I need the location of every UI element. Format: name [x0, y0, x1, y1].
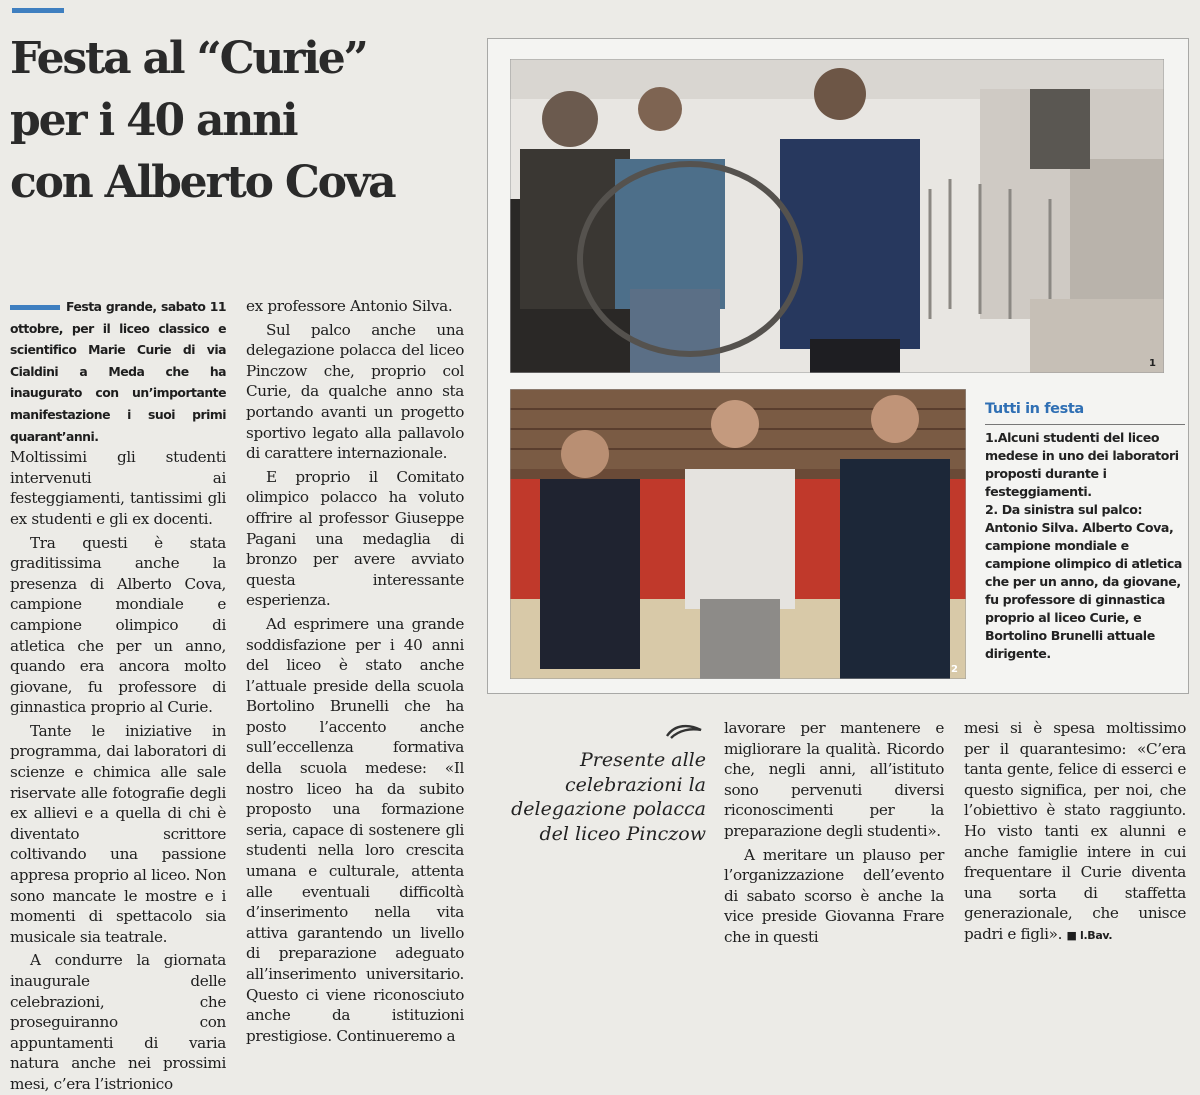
photo-caption [985, 400, 1185, 663]
lead-paragraph: Festa grande, sabato 11 ottobre, per il liceo classico e scientifico Marie Curie di via Cialdini a Meda che ha inaugurato con un’importante manifestazione i suoi primi quarant’anni. [10, 299, 226, 444]
article-column-1 [10, 296, 226, 1095]
article-column-4 [964, 718, 1186, 947]
caption-item-2: 2. Da sinistra sul palco: Antonio Silva. Alberto Cova, campione mondiale e campione olimpico di atletica che per un anno, da giovane, fu professore di ginnastica proprio al liceo Curie, e Bortolino Brunelli attuale dirigente. [985, 502, 1182, 661]
photo-1-number: 1 [1149, 358, 1156, 369]
paragraph: A meritare un plauso per l’organizzazione dell’evento di sabato scorso è anche la vice preside Giovanna Frare che in questi [724, 845, 944, 946]
paragraph: Ad esprimere una grande soddisfazione per i 40 anni del liceo è stato anche l’attuale preside della scuola Bortolino Brunelli che ha posto l’accento anche sull’eccellenza formativa della scuola medese: «Il nostro liceo ha da subito proposto una formazione seria, capace di sostenere gli studenti nella loro crescita umana e culturale, attenta alle eventuali difficoltà d’inserimento nella vita attiva garantendo un livello di preparazione adeguato all’inserimento universitario. Questo ci viene riconosciuto anche da istituzioni prestigiose. Continueremo a [246, 614, 464, 1045]
caption-divider [985, 424, 1185, 425]
author-signature: ■ l.Bav. [1066, 928, 1113, 942]
caption-item-1: 1.Alcuni studenti del liceo medese in uno dei laboratori proposti durante i festeggiamenti. [985, 430, 1179, 499]
paragraph: Tra questi è stata graditissima anche la presenza di Alberto Cova, campione mondiale e campione olimpico di atletica che per un anno, quando era ancora molto giovane, fu professore di ginnastica proprio al Curie. [10, 533, 226, 717]
paragraph: Tante le iniziative in programma, dai laboratori di scienze e chimica alle sale riservate alle fotografie degli ex allievi e a quella di chi è diventato scrittore coltivando una passione appresa proprio al liceo. Non sono mancate le mostre e i momenti di spettacolo sia musicale sia teatrale. [10, 721, 226, 946]
swirl-icon [665, 722, 703, 742]
headline-line-3: con Alberto Cova [10, 157, 395, 208]
photo-2-number: 2 [951, 664, 958, 675]
paragraph: Moltissimi gli studenti intervenuti ai festeggiamenti, tantissimi gli ex studenti e gli ex docenti. [10, 448, 226, 528]
paragraph-text: mesi si è spesa moltissimo per il quarantesimo: «C’era tanta gente, felice di esserci e questo significa, per noi, che l’obiettivo è stato raggiunto. Ho visto tanti ex alunni e anche famiglie intere in cui frequentare il Curie diventa una sorta di staffetta generazionale, che unisce padri e figli». [964, 719, 1186, 943]
headline [10, 28, 480, 214]
pull-quote: Presente alle celebrazioni la delegazione polacca del liceo Pinczow [511, 749, 706, 845]
paragraph: ex professore Antonio Silva. [246, 297, 453, 315]
caption-title: Tutti in festa [985, 401, 1084, 417]
article-column-2 [246, 296, 464, 1046]
lead-accent-bar [10, 305, 60, 310]
paragraph [964, 718, 1186, 947]
photo-1-image [510, 59, 1164, 373]
headline-line-1: Festa al “Curie” [10, 33, 367, 84]
paragraph: A condurre la giornata inaugurale delle celebrazioni, che proseguiranno con appuntamenti di varia natura anche nei prossimi mesi, c’era l’istrionico [10, 951, 226, 1093]
photo-stage-speakers [510, 389, 966, 679]
paragraph: E proprio il Comitato olimpico polacco ha voluto offrire al professor Giuseppe Pagani una medaglia di bronzo per avere avviato questa interessante esperienza. [246, 467, 464, 610]
photo-2-image [510, 389, 966, 679]
top-accent-bar [12, 8, 64, 13]
photo-students-lab [510, 59, 1164, 373]
paragraph: lavorare per mantenere e migliorare la qualità. Ricordo che, negli anni, all’istituto sono pervenuti diversi riconoscimenti per la preparazione degli studenti». [724, 719, 944, 840]
headline-line-2: per i 40 anni [10, 95, 297, 146]
paragraph: Sul palco anche una delegazione polacca del liceo Pinczow che, proprio col Curie, da qualche anno sta portando avanti un progetto sportivo legato alla pallavolo di carattere internazionale. [246, 320, 464, 463]
article-column-3 [724, 718, 944, 948]
